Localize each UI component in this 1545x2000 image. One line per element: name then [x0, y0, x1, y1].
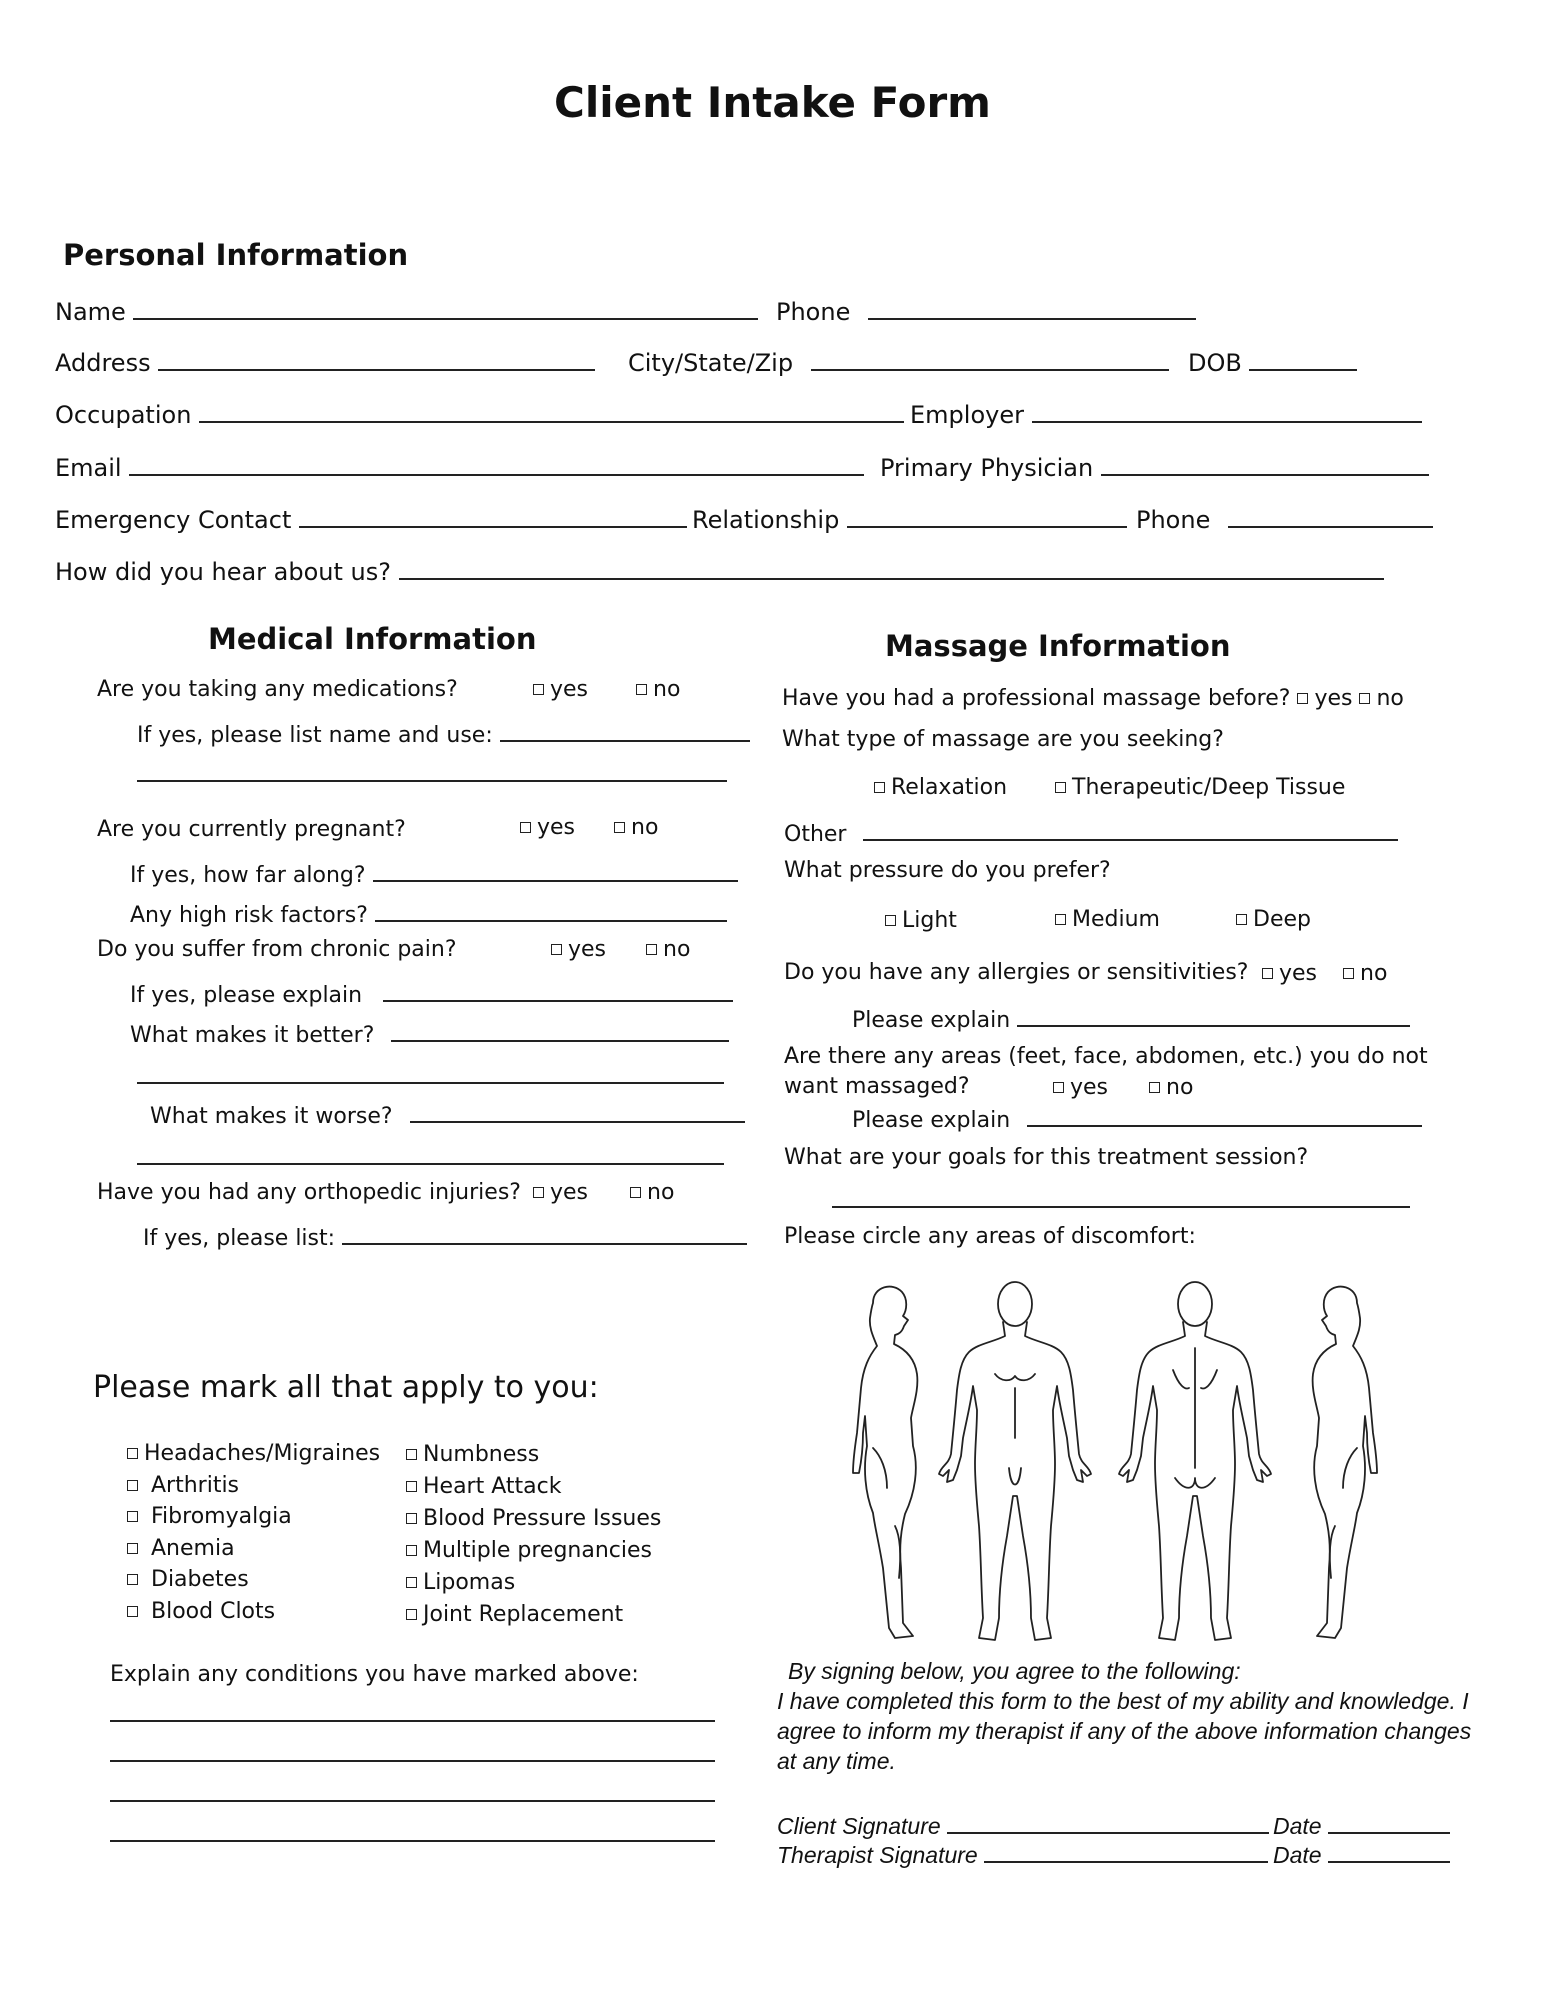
checkbox-icon[interactable]	[1053, 1082, 1064, 1093]
conditions-heading: Please mark all that apply to you:	[93, 1370, 599, 1405]
relationship-field[interactable]	[847, 504, 1127, 528]
condition-item[interactable]: Blood Pressure Issues	[406, 1506, 661, 1538]
circle-areas-label: Please circle any areas of discomfort:	[784, 1224, 1196, 1249]
allergies-no[interactable]: no	[1343, 961, 1387, 986]
medications-no[interactable]: no	[636, 677, 680, 702]
checkbox-icon[interactable]	[1359, 693, 1370, 704]
massage-info-heading: Massage Information	[885, 629, 1231, 663]
checkbox-icon[interactable]	[406, 1545, 417, 1556]
condition-item[interactable]: Numbness	[406, 1442, 661, 1474]
how-far-label: If yes, how far along?	[130, 863, 366, 888]
pregnant-yes[interactable]: yes	[520, 815, 575, 840]
condition-item[interactable]: Diabetes	[127, 1567, 380, 1599]
condition-item[interactable]: Fibromyalgia	[127, 1504, 380, 1536]
areas-explain-field[interactable]	[1027, 1103, 1422, 1127]
areas-question-line2: want massaged?	[784, 1074, 970, 1099]
medications-question: Are you taking any medications?	[97, 677, 458, 702]
medical-info-heading: Medical Information	[208, 622, 537, 656]
pain-explain-label: If yes, please explain	[130, 983, 363, 1008]
worse-field[interactable]	[410, 1099, 745, 1123]
checkbox-icon[interactable]	[127, 1606, 138, 1617]
checkbox-icon[interactable]	[551, 944, 562, 955]
checkbox-icon[interactable]	[533, 684, 544, 695]
checkbox-icon[interactable]	[406, 1577, 417, 1588]
high-risk-field[interactable]	[375, 898, 727, 922]
checkbox-icon[interactable]	[1149, 1082, 1160, 1093]
checkbox-icon[interactable]	[127, 1511, 138, 1522]
chronic-pain-yes[interactable]: yes	[551, 937, 606, 962]
agreement-line-3: at any time.	[777, 1748, 896, 1774]
condition-item[interactable]: Anemia	[127, 1536, 380, 1568]
body-back[interactable]	[1119, 1282, 1271, 1640]
address-field[interactable]	[158, 347, 595, 371]
condition-item[interactable]: Blood Clots	[127, 1599, 380, 1631]
worse-label: What makes it worse?	[150, 1104, 393, 1129]
checkbox-icon[interactable]	[127, 1574, 138, 1585]
occupation-label: Occupation	[55, 401, 192, 429]
pressure-deep[interactable]: Deep	[1236, 907, 1311, 932]
high-risk-label: Any high risk factors?	[130, 903, 368, 928]
phone-label: Phone	[776, 298, 851, 326]
checkbox-icon[interactable]	[1055, 782, 1066, 793]
email-label: Email	[55, 454, 122, 482]
dob-field[interactable]	[1249, 347, 1357, 371]
checkbox-icon[interactable]	[636, 684, 647, 695]
emergency-phone-field[interactable]	[1228, 504, 1433, 528]
chronic-pain-question: Do you suffer from chronic pain?	[97, 937, 457, 962]
body-side-left[interactable]	[853, 1287, 917, 1638]
areas-question-line1: Are there any areas (feet, face, abdomen, etc.) you do not	[784, 1044, 1428, 1069]
explain-line-1[interactable]	[110, 1720, 715, 1722]
client-date-field[interactable]	[1328, 1812, 1450, 1834]
areas-explain-label: Please explain	[852, 1108, 1011, 1133]
checkbox-icon[interactable]	[406, 1513, 417, 1524]
orthopedic-yes[interactable]: yes	[533, 1180, 588, 1205]
pregnant-question: Are you currently pregnant?	[97, 817, 406, 842]
client-signature-label: Client Signature	[777, 1813, 941, 1839]
condition-item[interactable]: Lipomas	[406, 1570, 661, 1602]
checkbox-icon[interactable]	[127, 1480, 138, 1491]
occupation-field[interactable]	[199, 399, 904, 423]
better-label: What makes it better?	[130, 1023, 375, 1048]
checkbox-icon[interactable]	[1343, 968, 1354, 979]
checkbox-icon[interactable]	[406, 1449, 417, 1460]
how-far-field[interactable]	[373, 858, 738, 882]
med-list-label: If yes, please list name and use:	[137, 723, 493, 748]
ortho-list-field[interactable]	[342, 1221, 747, 1245]
explain-conditions-label: Explain any conditions you have marked above:	[110, 1662, 639, 1687]
emergency-contact-field[interactable]	[299, 504, 687, 528]
checkbox-icon[interactable]	[646, 944, 657, 955]
primary-physician-field[interactable]	[1101, 452, 1429, 476]
conditions-column-2	[406, 1442, 661, 1634]
allergies-question: Do you have any allergies or sensitivities?	[784, 960, 1249, 985]
hear-about-field[interactable]	[399, 556, 1384, 580]
pregnant-no[interactable]: no	[614, 815, 658, 840]
checkbox-icon[interactable]	[1055, 914, 1066, 925]
name-field[interactable]	[133, 296, 758, 320]
medications-yes[interactable]: yes	[533, 677, 588, 702]
checkbox-icon[interactable]	[127, 1543, 138, 1554]
med-list-field[interactable]	[500, 718, 750, 742]
emergency-contact-label: Emergency Contact	[55, 506, 292, 534]
checkbox-icon[interactable]	[533, 1187, 544, 1198]
employer-field[interactable]	[1032, 399, 1422, 423]
areas-yes[interactable]: yes	[1053, 1075, 1108, 1100]
therapist-date-field[interactable]	[1328, 1841, 1450, 1863]
pressure-question: What pressure do you prefer?	[784, 858, 1111, 883]
explain-line-3[interactable]	[110, 1800, 715, 1802]
checkbox-icon[interactable]	[1297, 693, 1308, 704]
condition-item[interactable]: Arthritis	[127, 1473, 380, 1505]
worse-line-2[interactable]	[137, 1163, 724, 1165]
med-list-line-2[interactable]	[137, 780, 727, 782]
agreement-line-2: agree to inform my therapist if any of the above information changes	[777, 1718, 1472, 1744]
allergies-yes[interactable]: yes	[1262, 961, 1317, 986]
orthopedic-no[interactable]: no	[630, 1180, 674, 1205]
hear-about-label: How did you hear about us?	[55, 558, 391, 586]
allergies-explain-label: Please explain	[852, 1008, 1011, 1033]
condition-item[interactable]: Joint Replacement	[406, 1602, 661, 1634]
areas-no[interactable]: no	[1149, 1075, 1193, 1100]
checkbox-icon[interactable]	[874, 782, 885, 793]
allergies-explain-field[interactable]	[1017, 1003, 1410, 1027]
client-date-label: Date	[1273, 1813, 1322, 1839]
employer-label: Employer	[910, 401, 1024, 429]
checkbox-icon[interactable]	[520, 822, 531, 833]
massage-before-question: Have you had a professional massage before?	[782, 686, 1291, 711]
conditions-column-1	[127, 1441, 380, 1630]
pressure-medium[interactable]: Medium	[1055, 907, 1160, 932]
body-diagram[interactable]	[815, 1278, 1415, 1658]
city-state-zip-field[interactable]	[811, 347, 1169, 371]
pain-explain-field[interactable]	[383, 978, 733, 1002]
better-field[interactable]	[391, 1018, 729, 1042]
name-label: Name	[55, 298, 126, 326]
therapist-signature-field[interactable]	[984, 1841, 1268, 1863]
explain-line-4[interactable]	[110, 1840, 715, 1842]
checkbox-icon[interactable]	[885, 915, 896, 926]
ortho-list-label: If yes, please list:	[143, 1226, 336, 1251]
agreement-intro: By signing below, you agree to the following:	[788, 1658, 1241, 1684]
body-side-right[interactable]	[1313, 1287, 1377, 1638]
explain-line-2[interactable]	[110, 1760, 715, 1762]
phone-field[interactable]	[868, 296, 1196, 320]
checkbox-icon[interactable]	[127, 1448, 138, 1459]
checkbox-icon[interactable]	[1262, 968, 1273, 979]
email-field[interactable]	[129, 452, 864, 476]
condition-item[interactable]: Headaches/Migraines	[127, 1441, 380, 1473]
address-label: Address	[55, 349, 151, 377]
therapeutic-option[interactable]: Therapeutic/Deep Tissue	[1055, 775, 1345, 800]
body-front[interactable]	[939, 1282, 1091, 1640]
goals-question: What are your goals for this treatment session?	[784, 1145, 1309, 1170]
relaxation-option[interactable]: Relaxation	[874, 775, 1007, 800]
massage-before-no[interactable]: no	[1359, 686, 1403, 711]
checkbox-icon[interactable]	[630, 1187, 641, 1198]
other-field[interactable]	[863, 817, 1398, 841]
client-signature-field[interactable]	[947, 1812, 1269, 1834]
better-line-2[interactable]	[137, 1082, 724, 1084]
orthopedic-question: Have you had any orthopedic injuries?	[97, 1180, 521, 1205]
condition-item[interactable]: Multiple pregnancies	[406, 1538, 661, 1570]
checkbox-icon[interactable]	[406, 1481, 417, 1492]
pressure-light[interactable]: Light	[885, 908, 957, 933]
primary-physician-label: Primary Physician	[880, 454, 1094, 482]
agreement-line-1: I have completed this form to the best of my ability and knowledge. I	[777, 1688, 1469, 1714]
dob-label: DOB	[1188, 349, 1242, 377]
page-title: Client Intake Form	[554, 78, 991, 127]
other-label: Other	[784, 822, 847, 847]
checkbox-icon[interactable]	[614, 822, 625, 833]
emergency-phone-label: Phone	[1136, 506, 1211, 534]
personal-info-heading: Personal Information	[63, 238, 409, 272]
goals-field[interactable]	[832, 1206, 1410, 1208]
condition-item[interactable]: Heart Attack	[406, 1474, 661, 1506]
city-state-zip-label: City/State/Zip	[628, 349, 794, 377]
therapist-date-label: Date	[1273, 1842, 1322, 1868]
checkbox-icon[interactable]	[1236, 914, 1247, 925]
massage-type-question: What type of massage are you seeking?	[782, 727, 1224, 752]
checkbox-icon[interactable]	[406, 1609, 417, 1620]
therapist-signature-label: Therapist Signature	[777, 1842, 978, 1868]
massage-before-yes[interactable]: yes	[1297, 686, 1352, 711]
relationship-label: Relationship	[692, 506, 840, 534]
chronic-pain-no[interactable]: no	[646, 937, 690, 962]
